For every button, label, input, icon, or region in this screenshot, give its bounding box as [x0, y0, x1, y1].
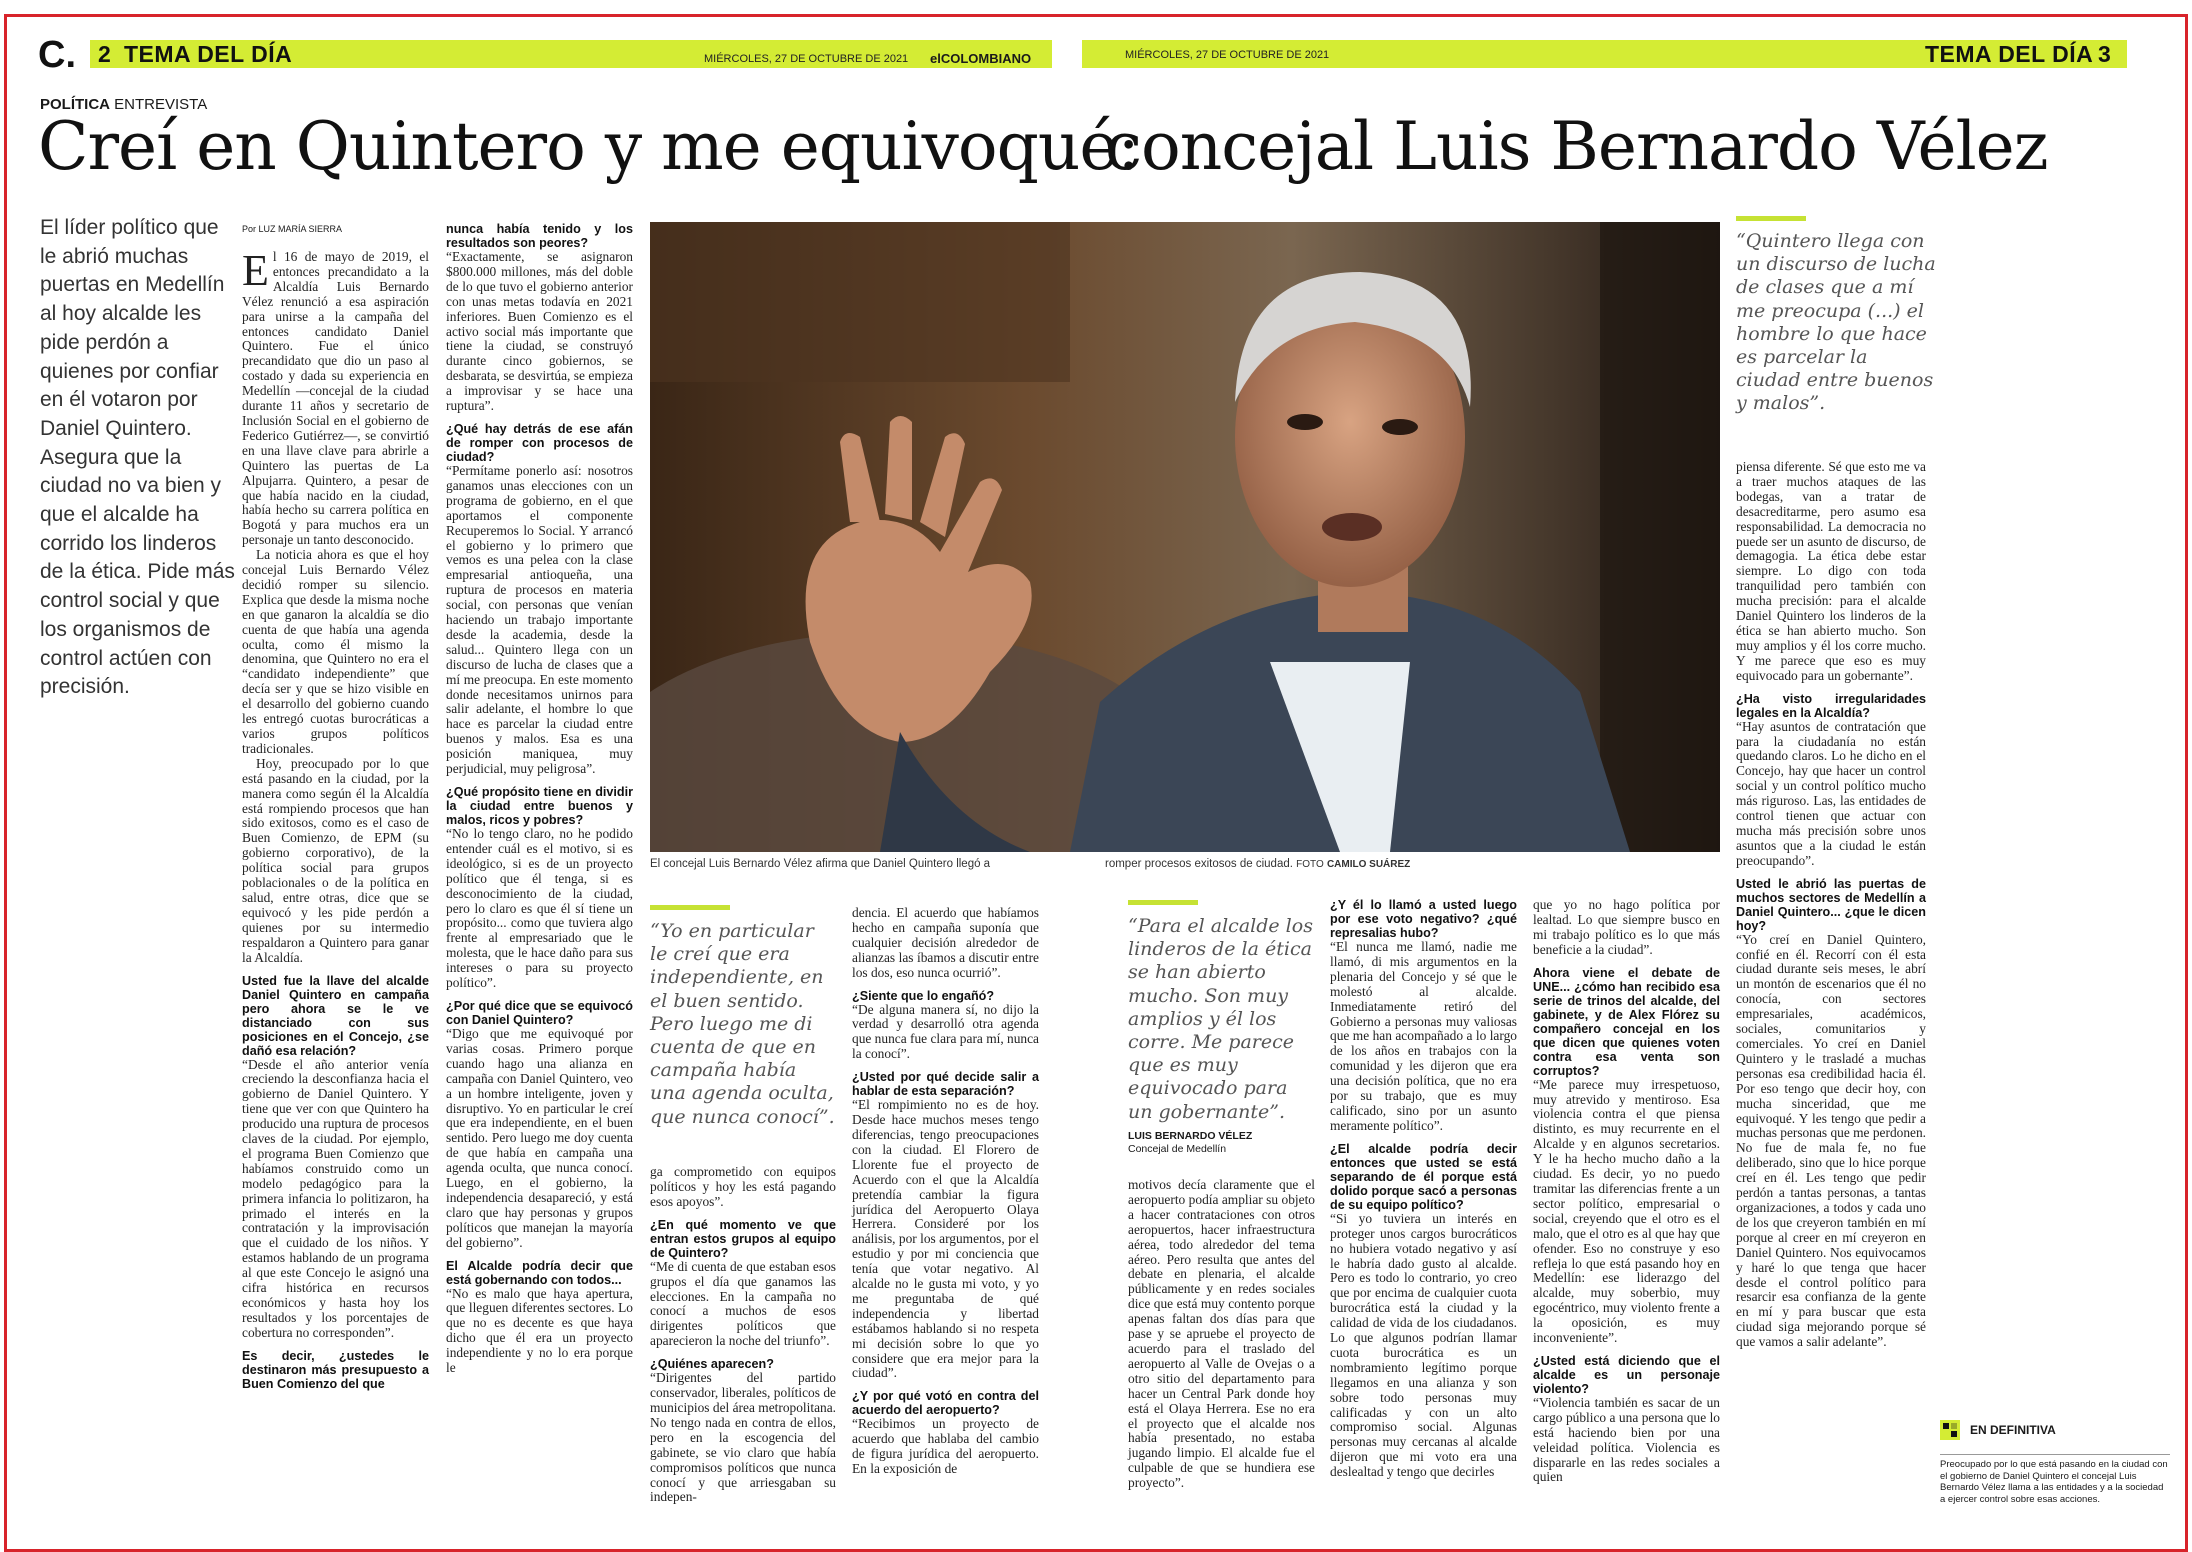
interview-question: ¿Siente que lo engañó?: [852, 988, 995, 1003]
dropcap: E: [242, 246, 269, 295]
summary-title: EN DEFINITIVA: [1970, 1423, 2056, 1437]
interview-question: ¿Usted por qué decide salir a hablar de esta separación?: [852, 1070, 1039, 1099]
article-column-3: [650, 1165, 836, 1535]
photo-caption-left: El concejal Luis Bernardo Vélez afirma que Daniel Quintero llegó a: [650, 858, 991, 870]
interview-question: ¿El alcalde podría decir entonces que usted se está separando de él porque está dolido porque sacó a personas de su equipo político?: [1330, 1141, 1517, 1212]
right-section-title: TEMA DEL DÍA: [1925, 41, 2094, 67]
interview-question: Es decir, ¿ustedes le destinaron más presupuesto a Buen Comienzo del que: [242, 1348, 429, 1391]
interview-answer: “Me di cuenta de que estaban esos grupos el día que ganamos las elecciones. En la campaña no conocí a muchos de esos dirigentes políticos que aparecieron la noche del triunfo”.: [650, 1258, 836, 1349]
interview-answer: motivos decía claramente que el aeropuerto podía ampliar su objeto a hacer contrataciones con otros aeropuertos, hacer infraestructura aérea, todo alrededor del tema aéreo. Pero resulta que antes del debate en plenaria, el alcalde públicamente y en redes sociales dice que está muy contento porque apenas faltan dos días para que pase y se apruebe el proyecto de acuerdo para el traslado del aeropuerto al Valle de Ovejas o a otro sitio del departamento para hacer un Central Park donde hoy está el Olaya Herrera. Ese no era el proyecto que el alcalde nos había presentado, no estaba jugando limpio. El alcalde fue el culpable de que se hundiera ese proyecto”.: [1128, 1177, 1315, 1491]
interview-question: El Alcalde podría decir que está gobernando con todos...: [446, 1258, 633, 1287]
summary-sidebar: [1940, 1420, 2170, 1505]
interview-answer: que yo no hago política por lealtad. Lo que siempre busco en mi trabajo político es lo que más beneficie a la ciudad”.: [1533, 897, 1720, 957]
interview-answer: “Hay asuntos de contratación que para la ciudadanía no están quedando claros. Lo he dicho en el Concejo, hay que hacer un control social y un control político mucho más riguroso. Las, las entidades de control tienen que actuar con mucha más precisión sobre unos asuntos que a la ciudad le están preocupando”.: [1736, 718, 1926, 868]
interview-answer: “Recibimos un proyecto de acuerdo que hablaba del cambio de figura jurídica del aeropuerto. En la exposición de: [852, 1416, 1039, 1477]
interview-question: ¿En qué momento ve que entran estos grupos al equipo de Quintero?: [650, 1217, 836, 1260]
left-date: MIÉRCOLES, 27 DE OCTUBRE DE 2021: [704, 53, 909, 65]
interview-answer: ga comprometido con equipos políticos y hoy les está pagando esos apoyos”.: [650, 1164, 836, 1209]
photo-caption-right: romper procesos exitosos de ciudad.: [1105, 858, 1293, 870]
interview-answer: dencia. El acuerdo que habíamos hecho en campaña suponía que cualquier decisión alrededor de alianzas las íbamos a discutir entre los dos, eso nunca ocurrió”.: [852, 905, 1039, 980]
interview-question: ¿Usted está diciendo que el alcalde es un personaje violento?: [1533, 1353, 1720, 1396]
headline-right: concejal Luis Bernardo Vélez: [1105, 108, 2048, 185]
paragraph: l 16 de mayo de 2019, el entonces precandidato a la Alcaldía Luis Bernardo Vélez renunció a esa aspiración para unirse a la campaña del entonces candidato Daniel Quintero. Fue el único precandidato que dio un paso al costado y dada su experiencia en Medellín —concejal de la ciudad durante 11 años y secretario de Inclusión Social en el gobierno de Federico Gutiérrez—, se convirtió en una llave clave para abrirle a Quintero las puertas de La Alpujarra. Quintero, a pesar de que había nacido en la ciudad, había hecho su carrera política en Bogotá y para muchos era un personaje un tanto desconocido.: [242, 249, 429, 548]
interview-answer: “No lo tengo claro, no he podido entender cuál es el motivo, si es ideológico, si es de un proyecto político que él tenga, si es desconocimiento de la ciudad, pero lo claro es que él sí tiene un propósito... como que tuviera algo frente al empresariado que le molesta, que le hace daño para sus intereses o para su proyecto político”.: [446, 826, 633, 991]
article-column-5: [1128, 1178, 1315, 1536]
interview-answer: “Digo que me equivoqué por varias cosas. Primero porque cuando hago una alianza en campaña con Daniel Quintero, veo a un hombre inteligente, joven y disruptivo. Yo en particular le creí que era independiente, en el buen sentido. Pero luego me doy cuenta de que había en campaña una agenda oculta, que nunca conocí. Luego, en el gobierno, la independencia desapareció, y está claro que hay personas y grupos políticos que manejan la mayoría del gobierno”.: [446, 1025, 633, 1250]
quote-accent-bar: [1128, 900, 1198, 905]
interview-answer: “No es malo que haya apertura, que lleguen diferentes sectores. Lo que no es decente es que haya dicho que él era un proyecto independiente y no lo era porque le: [446, 1285, 633, 1376]
portrait-image: [650, 222, 1720, 852]
article-column-7: [1533, 898, 1720, 1536]
article-column-4: [852, 906, 1039, 1536]
interview-question: ¿Por qué dice que se equivocó con Daniel Quintero?: [446, 998, 633, 1027]
paragraph: Hoy, preocupado por lo que está pasando en la ciudad, por la manera como según él la Alcaldía está rompiendo procesos que han sido exitosos, como es el caso de Buen Comienzo, de EPM (su gobierno corporativo), de la política social para grupos poblacionales o de la política en salud, entre otras, dice que se equivocó y les pide perdón a quienes por su intermedio respaldaron a Quintero para ganar la Alcaldía.: [242, 755, 429, 965]
pull-quote-author: LUIS BERNARDO VÉLEZ: [1128, 1130, 1253, 1142]
interview-answer: “Exactamente, se asignaron $800.000 millones, más del doble de lo que tuvo el gobierno anterior con unas metas todavía en 2021 inferiores. Buen Comienzo es el activo social más importante que tiene la ciudad, se construyó durante cinco gobiernos, se desbarata, se desvirtúa, se empieza a improvisar y se hace una ruptura”.: [446, 249, 633, 414]
photo-credit: CAMILO SUÁREZ: [1326, 859, 1411, 870]
interview-answer: “Violencia también es sacar de un cargo público a una persona que lo está haciendo bien por una veleidad política. Violencia es dispararle en las redes sociales a quien: [1533, 1394, 1720, 1485]
article-column-2: [446, 222, 633, 1534]
interview-answer: “Dirigentes del partido conservador, liberales, políticos de municipios del área metropolitana. No tengo nada en contra de ellos, pero en la escogencia del gabinete, se vio claro que había compromisos políticos que nunca conocí y que arriesgaban su indepen-: [650, 1370, 836, 1505]
pull-quote: “Yo en particular le creí que era independiente, en el buen sentido. Pero luego me di cuenta de que en campaña había una agenda oculta, que nunca conocí”.: [650, 920, 835, 1128]
interview-answer: “Desde el año anterior venía creciendo la desconfianza hacia el gobierno de Daniel Quintero. Y tiene que ver con que Quintero ha producido una ruptura de procesos claves de la ciudad. Por ejemplo, el programa Buen Comienzo que habíamos construido como un modelo pedagógico para la primera infancia lo politizaron, ha primado el interés en la contratación y la improvisación que el cuidado de los niños. Y estamos hablando de un programa al que este Concejo le asignó una cifra histórica en recursos económicos y hasta hoy los resultados y los porcentajes de cobertura no corresponden”.: [242, 1056, 429, 1340]
article-column-8: [1736, 460, 1926, 1536]
interview-question: ¿Y él lo llamó a usted luego por ese voto negativo? ¿qué represalias hubo?: [1330, 898, 1517, 940]
quote-accent-bar: [650, 905, 730, 910]
interview-question: nunca había tenido y los resultados son peores?: [446, 222, 633, 250]
interview-question: ¿Qué propósito tiene en dividir la ciudad entre buenos y malos, ricos y pobres?: [446, 785, 633, 827]
pull-quote-author-role: Concejal de Medellín: [1128, 1143, 1227, 1155]
interview-question: ¿Quiénes aparecen?: [650, 1357, 774, 1372]
kicker-section: POLÍTICA: [40, 96, 110, 113]
article-photo: [650, 222, 1720, 852]
right-date: MIÉRCOLES, 27 DE OCTUBRE DE 2021: [1125, 49, 1330, 61]
photo-caption: [1105, 858, 1410, 870]
pull-quote: “Quintero llega con un discurso de lucha de clases que a mí me preocupa (...) el hombre lo que hace es parcelar la ciudad entre buenos y malos”.: [1736, 230, 1936, 415]
interview-question: Usted fue la llave del alcalde Daniel Quintero en campaña pero ahora se le ve distanciado con sus posiciones en el Concejo, ¿se dañó esa relación?: [242, 973, 429, 1058]
interview-question: ¿Qué hay detrás de ese afán de romper con procesos de ciudad?: [446, 421, 633, 464]
interview-answer: “Si yo tuviera un interés en proteger unos cargos burocráticos no hubiera votado negativo y así le habría dado gusto al alcalde. Pero es todo lo contrario, yo creo que por encima de cualquier cuota burocrática está la ciudad y la calidad de vida de los ciudadanos. Lo que algunos podrían llamar cuota burocrática es un nombramiento legítimo porque llegamos en una alianza y son sobre todo personas muy calificadas y con un alto compromiso social. Algunas personas muy cercanas al alcalde dijeron que mi voto era una deslealtad y tengo que decirles: [1330, 1210, 1517, 1480]
left-page-number: 2: [98, 41, 112, 67]
interview-question: ¿Ha visto irregularidades legales en la Alcaldía?: [1736, 691, 1926, 720]
interview-answer: “El rompimiento no es de hoy. Desde hace muchos meses tengo diferencias, tengo preocupaciones con la ciudad. El Florero de Llorente fue el proyecto de Acuerdo con el que la Alcaldía pretendía cambiar la figura jurídica del Aeropuerto Olaya Herrera. Consideré por los análisis, por los argumentos, por el estudio y por mi conciencia que tenía que votar negativo. Al alcalde no le gusta mi voto, y yo me preguntaba de qué independencia y libertad estábamos hablando si no respeta mi decisión sobre lo que yo considere que era mejor para la ciudad”.: [852, 1097, 1039, 1381]
right-page-number: 3: [2098, 41, 2112, 67]
quote-accent-bar: [1736, 216, 1806, 221]
interview-question: Usted le abrió las puertas de muchos sectores de Medellín a Daniel Quintero... ¿que le dicen hoy?: [1736, 876, 1926, 933]
interview-question: ¿Y por qué votó en contra del acuerdo del aeropuerto?: [852, 1389, 1039, 1418]
pull-quote: “Para el alcalde los linderos de la ética se han abierto mucho. Son muy amplios y él los corre. Me parece que es muy equivocado para un gobernante”.: [1128, 915, 1313, 1123]
photo-credit-label: FOTO: [1296, 859, 1324, 870]
article-column-6: [1330, 898, 1517, 1536]
left-section-title: TEMA DEL DÍA: [124, 41, 293, 67]
paragraph: La noticia ahora es que el hoy concejal Luis Bernardo Vélez decidió romper su silencio. Explica que desde la misma noche en que ganaron la alcaldía se dio cuenta de que había una agenda oculta, como él mismo la denomina, que Quintero no era el “candidato independiente” que decía ser y que se hizo visible en el desarrollo del gobierno cuando les entregó cuotas burocráticas a varios grupos políticos tradicionales.: [242, 547, 429, 756]
interview-answer: “El nunca me llamó, nadie me llamó, di mis argumentos en la plenaria del Concejo y sé que le molestó al alcalde. Inmediatamente retiró del Gobierno a personas muy valiosas que me han acompañado a lo largo de los años en trabajos con la comunidad y les dijeron que era una decisión política, que no era por su trabajo, que es muy calificado, sino por un asunto meramente político”.: [1330, 939, 1517, 1133]
interview-answer: piensa diferente. Sé que esto me va a traer muchos ataques de las bodegas, van a tratar de desacreditarme, pero asumo esa responsabilidad. La democracia no puede ser un asunto de discurso, de demagogia. La ética debe estar siempre. Lo digo con toda tranquilidad pero también con mucha precisión: para el alcalde Daniel Quintero los linderos de la ética se han abierto mucho. Son muy amplios y él los corre mucho. Y me parece que eso es muy equivocado para un gobernante”.: [1736, 459, 1926, 683]
interview-answer: “Yo creí en Daniel Quintero, confié en él. Recorrí con él esta ciudad durante seis meses, le abrí un montón de escenarios que él no conocía, con sectores empresariales, académicos, sociales, comunitarios y comerciales. Yo creí en Daniel Quintero y le trasladé a muchas personas esa credibilidad hacia él. Por eso tengo que decir hoy, con mucha sinceridad, que me equivoqué. Y les tengo que pedir a muchas personas que me perdonen. No fue de mala fe, no fue deliberado, sino que lo hice porque creí en él. Les tengo que pedir perdón a tantas personas, a tantas organizaciones, a todos y cada uno de los que creyeron también en mí porque al creer en mí creyeron en Daniel Quintero. Nos equivocamos y haré lo que tenga que hacer desde el control político para resarcir esa confianza de la gente en mí y para buscar que esta ciudad siga mejorando porque sé que vamos a salir adelante”.: [1736, 931, 1927, 1350]
summary-header: [1940, 1420, 2170, 1440]
byline: Por LUZ MARÍA SIERRA: [242, 224, 343, 234]
interview-answer: “Permítame ponerlo así: nosotros ganamos unas elecciones con un programa de gobierno, en el que aportamos el componente Recuperemos lo Social. Y arrancó el gobierno y lo primero que vemos es una pelea con la clase empresarial antioqueña, una ruptura de procesos en materia social, con personas que venían haciendo un trabajo importante desde la academia, desde la salud... Quintero llega con un discurso de lucha de clases que a mí me preocupa. En este momento donde necesitamos unirnos para salir adelante, el hombre lo que hace es parcelar la ciudad entre buenos y malos. Esa es una posición maniquea, muy perjudicial, muy peligrosa”.: [446, 462, 633, 777]
newspaper-logo: C.: [38, 34, 76, 76]
summary-text: Preocupado por lo que está pasando en la ciudad con el gobierno de Daniel Quintero el concejal Luis Bernardo Vélez llama a las entidades y a la sociedad a ejercer control sobre esas acciones.: [1940, 1454, 2170, 1505]
brand-name: elCOLOMBIANO: [930, 51, 1032, 66]
article-lead: El líder político que le abrió muchas puertas en Medellín al hoy alcalde les pide perdón a quienes por confiar en él votaron por Daniel Quintero. Asegura que la ciudad no va bien y que el alcalde ha corrido los linderos de la ética. Pide más control social y que los organismos de control actúen con precisión.: [40, 216, 235, 699]
interview-question: Ahora viene el debate de UNE... ¿cómo han recibido esa serie de trinos del alcalde, del gabinete, y de Alex Flórez su compañero concejal en los que dicen que quienes voten contra esa venta son corruptos?: [1533, 965, 1720, 1078]
headline-left: Creí en Quintero y me equivoqué:: [38, 108, 1139, 185]
interview-answer: “Me parece muy irrespetuoso, muy atrevido y mentiroso. Esa violencia contra el que piensa distinto, es muy recurrente en el Alcalde y en algunos secretarios. Y le ha hecho mucho daño a la ciudad. Es decir, yo no puedo tramitar las diferencias frente a un sector político, empresarial o social, creyendo que el otro es el malo, que el otro es al que hay que ofender. Eso no construye y eso refleja lo que está pasando hoy en Medellín: ese liderazgo del alcalde, muy soberbio, muy egocéntrico, muy violento frente a la oposición, es muy inconveniente”.: [1533, 1076, 1720, 1346]
interview-answer: “De alguna manera sí, no dijo la verdad y desarrolló otra agenda que nunca fue clara para mí, nunca la conocí”.: [852, 1001, 1039, 1062]
checkered-icon: [1940, 1420, 1960, 1440]
kicker-type: ENTREVISTA: [114, 96, 208, 113]
article-column-1: [242, 246, 429, 1535]
